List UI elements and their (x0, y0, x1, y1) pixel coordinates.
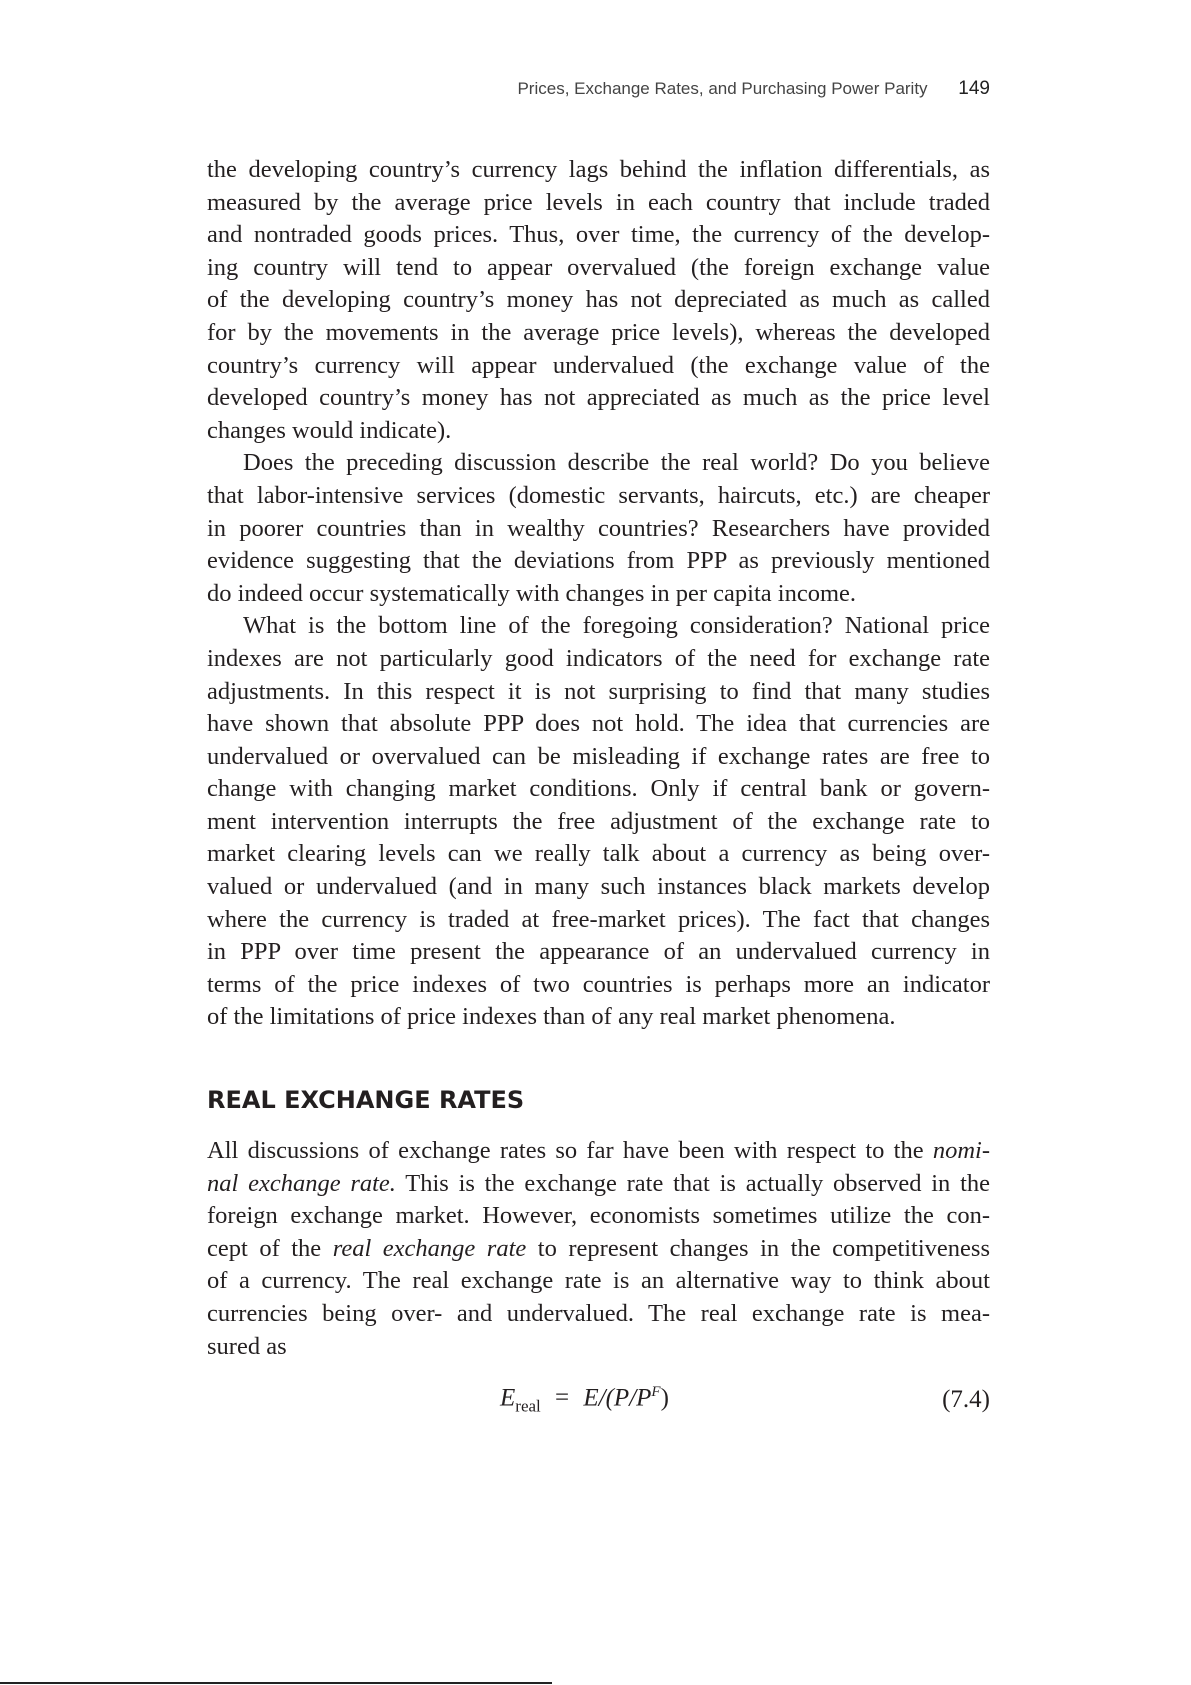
text-line (207, 187, 990, 220)
running-header (0, 78, 990, 100)
italic-term: nal exchange rate. (207, 1169, 396, 1197)
text-segment: currencies being over- and undervalued. The real exchange rate is mea- (207, 1299, 990, 1327)
text-segment: have shown that absolute PPP does not hold. The idea that currencies are (207, 710, 990, 738)
equation-superscript: F (651, 1384, 661, 1400)
text-segment: developed country’s money has not appreciated as much as the price level (207, 384, 990, 412)
text-segment: terms of the price indexes of two countries is perhaps more an indicator (207, 970, 990, 998)
text-segment: for by the movements in the average price levels), whereas the developed (207, 318, 990, 346)
text-segment: to represent changes in the competitiveness (526, 1234, 990, 1262)
text-line (207, 480, 990, 513)
page-number: 149 (958, 78, 990, 99)
text-segment: What is the bottom line of the foregoing consideration? National price (243, 612, 990, 640)
text-line (207, 806, 990, 839)
text-line (207, 317, 990, 350)
text-line (207, 447, 990, 480)
text-line (207, 513, 990, 546)
running-title: Prices, Exchange Rates, and Purchasing Power Parity (517, 79, 928, 98)
text-line (207, 1298, 990, 1331)
text-line (207, 838, 990, 871)
text-segment: Does the preceding discussion describe the real world? Do you believe (243, 449, 990, 477)
text-segment: measured by the average price levels in each country that include traded (207, 188, 990, 216)
text-segment: the developing country’s currency lags behind the inflation differentials, as (207, 156, 990, 183)
text-segment: This is the exchange rate that is actually observed in the (395, 1169, 990, 1197)
text-line (207, 578, 990, 611)
text-line (207, 382, 990, 415)
body-text (207, 154, 990, 1034)
text-segment: in poorer countries than in wealthy countries? Researchers have provided (207, 514, 990, 542)
text-line (207, 1331, 990, 1364)
text-segment: do indeed occur systematically with changes in per capita income. (207, 579, 857, 607)
text-line (207, 415, 990, 448)
section-heading: REAL EXCHANGE RATES (207, 1086, 525, 1114)
equation (500, 1384, 669, 1416)
text-segment: of the limitations of price indexes than of any real market phenomena. (207, 1003, 896, 1031)
text-line (207, 252, 990, 285)
text-segment: and nontraded goods prices. Thus, over time, the currency of the develop- (207, 221, 990, 249)
text-segment: changes would indicate). (207, 416, 452, 444)
text-segment: valued or undervalued (and in many such instances black markets develop (207, 873, 990, 901)
text-segment: All discussions of exchange rates so far have been with respect to the (207, 1137, 933, 1164)
text-line (207, 969, 990, 1002)
footer-rule (0, 1682, 552, 1684)
text-segment: in PPP over time present the appearance of an undervalued currency in (207, 938, 990, 966)
text-line (207, 773, 990, 806)
text-segment: foreign exchange market. However, economists sometimes utilize the con- (207, 1202, 990, 1230)
text-segment: market clearing levels can we really talk about a currency as being over- (207, 840, 990, 868)
text-line (207, 741, 990, 774)
text-line (207, 350, 990, 383)
equation-lhs: E (500, 1384, 516, 1412)
italic-term: nomi- (932, 1137, 990, 1164)
text-segment: where the currency is traded at free-market prices). The fact that changes (207, 905, 990, 933)
equation-rhs: E/(P/P (583, 1384, 652, 1412)
text-line (207, 904, 990, 937)
text-segment: change with changing market conditions. Only if central bank or govern- (207, 775, 990, 803)
text-segment: ing country will tend to appear overvalued (the foreign exchange value (207, 253, 990, 281)
text-line (207, 154, 990, 187)
equation-close: ) (660, 1384, 669, 1412)
text-line (207, 1265, 990, 1298)
text-segment: undervalued or overvalued can be misleading if exchange rates are free to (207, 742, 990, 770)
section-text (207, 1135, 990, 1363)
text-segment: sured as (207, 1332, 287, 1360)
text-line (207, 936, 990, 969)
text-segment: that labor-intensive services (domestic servants, haircuts, etc.) are cheaper (207, 481, 990, 509)
text-line (207, 708, 990, 741)
equation-number: (7.4) (942, 1386, 990, 1413)
text-line (207, 1200, 990, 1233)
text-segment: ment intervention interrupts the free adjustment of the exchange rate to (207, 807, 990, 835)
text-line (207, 1168, 990, 1201)
equation-subscript: real (515, 1396, 541, 1416)
text-line (207, 1233, 990, 1266)
text-segment: of the developing country’s money has not depreciated as much as called (207, 286, 990, 314)
text-line (207, 676, 990, 709)
text-segment: of a currency. The real exchange rate is an alternative way to think about (207, 1267, 990, 1295)
text-segment: indexes are not particularly good indicators of the need for exchange rate (207, 644, 990, 672)
text-line (207, 1135, 990, 1168)
equation-equals: = (555, 1384, 570, 1412)
text-line (207, 545, 990, 578)
text-line (207, 610, 990, 643)
text-segment: evidence suggesting that the deviations from PPP as previously mentioned (207, 547, 990, 575)
text-segment: country’s currency will appear undervalued (the exchange value of the (207, 351, 990, 379)
text-line (207, 1001, 990, 1034)
text-segment: cept of the (207, 1234, 333, 1262)
text-line (207, 871, 990, 904)
text-line (207, 219, 990, 252)
text-segment: adjustments. In this respect it is not surprising to find that many studies (207, 677, 990, 705)
italic-term: real exchange rate (332, 1234, 527, 1262)
text-line (207, 284, 990, 317)
text-line (207, 643, 990, 676)
